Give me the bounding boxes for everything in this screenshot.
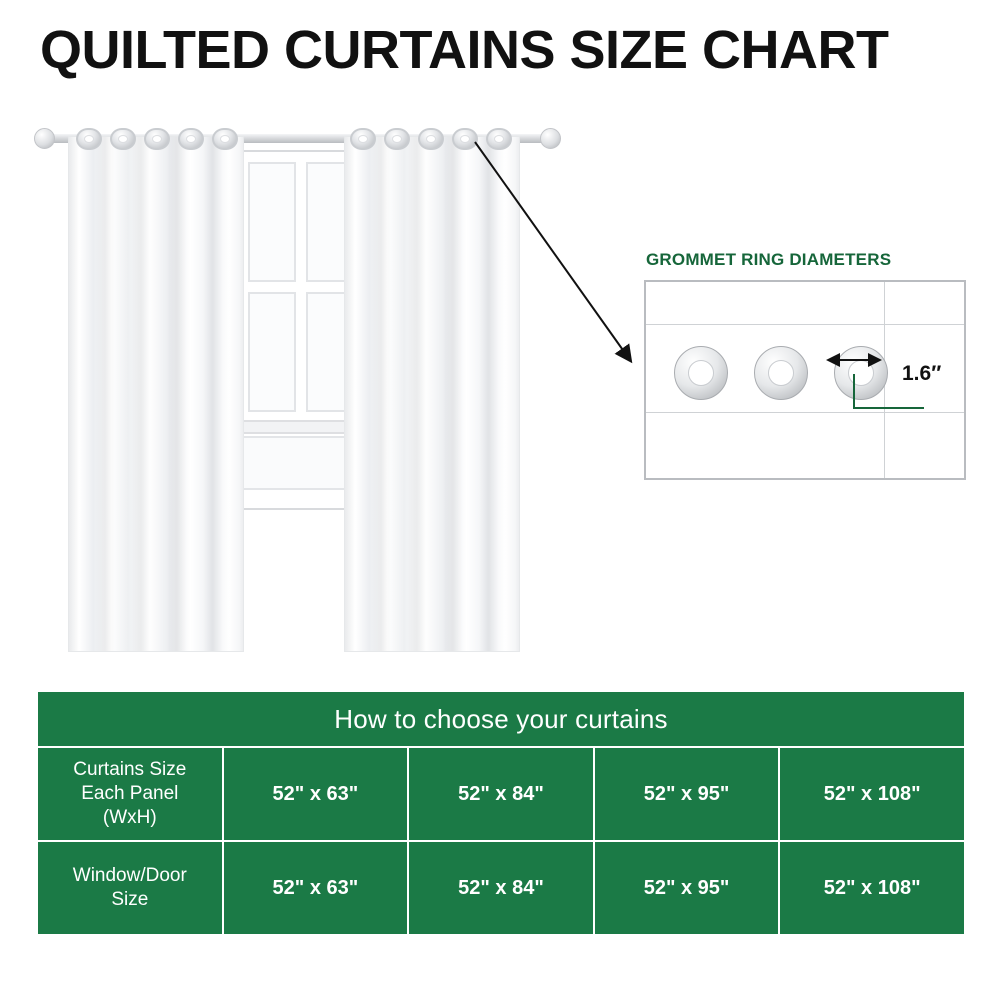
- table-title: How to choose your curtains: [37, 691, 965, 747]
- grommet-ring-icon: [350, 128, 376, 150]
- table-cell: 52" x 108": [779, 841, 965, 935]
- grommet-ring-icon: [212, 128, 238, 150]
- table-cell: 52" x 108": [779, 747, 965, 841]
- grommet-ring-icon: [418, 128, 444, 150]
- grommet-ring-icon: [754, 346, 808, 400]
- grommet-ring-icon: [178, 128, 204, 150]
- grommet-detail-title: GROMMET RING DIAMETERS: [646, 250, 892, 269]
- table-cell: 52" x 84": [408, 841, 594, 935]
- grommet-ring-icon: [674, 346, 728, 400]
- table-cell: 52" x 63": [223, 747, 409, 841]
- row-label-line: Window/Door: [72, 865, 187, 887]
- curtain-panel-left: [68, 136, 244, 652]
- table-row: [37, 841, 965, 935]
- table-cell: 52" x 95": [594, 747, 780, 841]
- fabric-fold-shading: [69, 137, 243, 651]
- size-table: [36, 690, 966, 936]
- row-label-line: Curtains Size: [73, 759, 187, 781]
- table-row: [37, 747, 965, 841]
- grommet-ring-icon: [76, 128, 102, 150]
- diameter-value-label: 1.6″: [902, 362, 942, 385]
- grommet-detail-panel: [640, 250, 970, 490]
- row-label-line: Each Panel: [81, 783, 179, 805]
- grommet-ring-icon: [110, 128, 136, 150]
- table-cell: 52" x 95": [594, 841, 780, 935]
- row-label-line: Size: [111, 889, 149, 910]
- table-cell: 52" x 84": [408, 747, 594, 841]
- window-pane: [248, 162, 296, 282]
- grommet-ring-icon: [144, 128, 170, 150]
- window-pane: [248, 292, 296, 412]
- table-title-row: [37, 691, 965, 747]
- row-label-curtain-size: [37, 747, 223, 841]
- rod-finial-left: [34, 128, 55, 149]
- detail-divider: [646, 324, 964, 325]
- row-label-window-size: [37, 841, 223, 935]
- row-label-line: (WxH): [102, 806, 157, 828]
- grommet-ring-icon: [384, 128, 410, 150]
- table-cell: 52" x 63": [223, 841, 409, 935]
- page-title: QUILTED CURTAINS SIZE CHART: [40, 20, 889, 80]
